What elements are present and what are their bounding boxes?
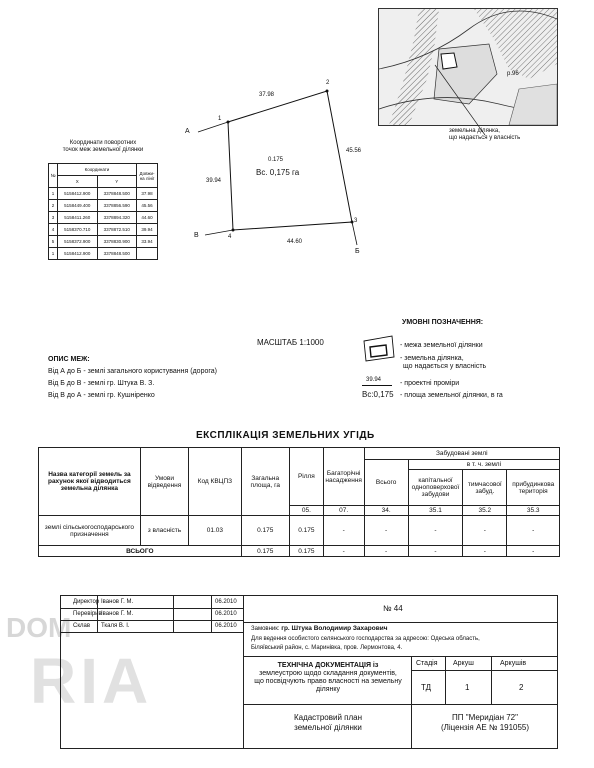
expl-sum-capital: - xyxy=(408,546,463,557)
plan-caption-line2: земельної ділянки xyxy=(294,722,362,732)
organization-name: ПП "Меридіан 72" xyxy=(452,713,518,722)
expl-header-total: Загальна площа, га xyxy=(241,448,289,516)
coords-cell: 44.60 xyxy=(137,212,158,224)
table-row xyxy=(49,188,158,200)
coords-cell: 37.98 xyxy=(137,188,158,200)
coords-cell: 3 xyxy=(49,212,58,224)
boundaries-line-1: Від А до Б - землі загального користування (дорога) xyxy=(48,368,217,375)
table-row xyxy=(49,200,158,212)
coords-cell: 4 xyxy=(49,224,58,236)
coords-cell: 3378848.500 xyxy=(97,188,137,200)
sig-role: Склав xyxy=(73,623,91,629)
expl-header-yard: прибудинкова територія xyxy=(507,470,560,506)
expl-sum-label: ВСЬОГО xyxy=(39,546,242,557)
expl-sum-perennial: - xyxy=(323,546,364,557)
purpose-line-1: Для ведення особистого селянського господарства за адресою: Одеська область, xyxy=(251,636,480,642)
sig-name: Іванов Г. М. xyxy=(101,611,134,617)
table-row xyxy=(49,248,158,260)
coords-header-y: Y xyxy=(97,176,137,188)
expl-cell-perennial: - xyxy=(323,516,364,546)
doc-title-line3: що посвідчують право власності на земельну xyxy=(254,678,402,686)
expl-cell-yard: - xyxy=(507,516,560,546)
document-number: № 44 xyxy=(383,604,403,613)
doc-title-line2: землеустрою щодо складання документів, xyxy=(259,670,397,678)
inset-map-label-line2: що надається у власність xyxy=(449,134,521,141)
coords-cell: 2 xyxy=(49,200,58,212)
coords-table-title xyxy=(58,140,148,154)
expl-cell-capital: - xyxy=(408,516,463,546)
sig-name: Іванов Г. М. xyxy=(101,599,134,605)
inset-map-label-line1: земельна ділянка, xyxy=(449,128,500,134)
client-label: Замовник: xyxy=(251,626,280,632)
expl-code-perennial: 07. xyxy=(323,506,364,516)
sheet-header: Аркуш xyxy=(453,660,474,667)
coords-cell: 5 xyxy=(49,236,58,248)
coords-cell: 5158372.900 xyxy=(58,236,98,248)
coords-header-x: X xyxy=(58,176,98,188)
expl-header-code: Код КВЦПЗ xyxy=(189,448,241,516)
sig-date: 06.2010 xyxy=(215,611,237,617)
parcel-area-label: Вс. 0,175 га xyxy=(256,168,300,177)
coords-cell: 5158412.900 xyxy=(58,188,98,200)
side-length-bottom: 44.60 xyxy=(287,239,303,245)
expl-sum-arable: 0.175 xyxy=(289,546,323,557)
legend-item-measure: - проектні проміри xyxy=(400,380,460,387)
watermark-bottom: RIA xyxy=(30,645,153,717)
expl-header-capital: капітальної одноповерхової забудови xyxy=(408,470,463,506)
sig-name: Ткаля В. І. xyxy=(101,623,130,629)
doc-title-line4: ділянку xyxy=(315,686,341,694)
legend-item-parcel-line2: що надається у власність xyxy=(403,363,487,371)
scale-label: МАСШТАБ 1:1000 xyxy=(257,338,324,347)
expl-header-temp: тимчасової забуд. xyxy=(463,470,507,506)
corner-label-a: А xyxy=(185,128,190,135)
stage-value: ТД xyxy=(421,683,432,692)
coords-cell: 5158449.400 xyxy=(58,200,98,212)
coords-cell: 5158412.900 xyxy=(58,248,98,260)
side-length-right: 45.56 xyxy=(346,148,362,154)
explication-table xyxy=(38,447,560,557)
corner-label-b: Б xyxy=(355,248,360,255)
expl-code-capital: 35.1 xyxy=(408,506,463,516)
side-length-left: 39.94 xyxy=(206,178,222,184)
parcel-area-small: 0.175 xyxy=(268,157,284,163)
side-length-top: 37.98 xyxy=(259,92,275,98)
client-name: гр. Штука Володимир Захарович xyxy=(281,625,388,632)
coords-cell: 39.94 xyxy=(137,224,158,236)
explication-title: ЕКСПЛІКАЦІЯ ЗЕМЕЛЬНИХ УГІДЬ xyxy=(196,430,375,441)
coords-header-coords: Координати xyxy=(58,164,137,176)
coords-cell: 1 xyxy=(49,188,58,200)
table-row xyxy=(39,546,560,557)
expl-cell-conditions: з власність xyxy=(140,516,188,546)
sig-date: 06.2010 xyxy=(215,599,237,605)
expl-sum-total2: - xyxy=(364,546,408,557)
plan-caption xyxy=(249,713,407,732)
expl-header-name: Назва категорії земель за рахунок якої відводиться земельна ділянка xyxy=(39,448,141,516)
expl-cell-total: 0.175 xyxy=(241,516,289,546)
expl-code-arable: 05. xyxy=(289,506,323,516)
expl-header-total2: Всього xyxy=(364,460,408,506)
legend-measure-sample: 39.94 xyxy=(366,377,382,383)
boundaries-line-2: Від Б до В - землі гр. Штука В. З. xyxy=(48,380,155,387)
coords-cell: 1 xyxy=(49,248,58,260)
stage-header: Стадія xyxy=(416,660,438,667)
coords-table xyxy=(48,163,158,260)
purpose-line-2: Біляївський район, с. Маринівка, пров. Лермонтова, 4. xyxy=(251,645,403,651)
table-row xyxy=(49,212,158,224)
coords-cell: 3378894.320 xyxy=(97,212,137,224)
expl-header-conditions: Умови відведення xyxy=(140,448,188,516)
direction-line-a xyxy=(198,122,228,132)
sig-role: Директор xyxy=(73,599,100,605)
expl-header-built: Забудовані землі xyxy=(364,448,559,460)
expl-code-total2: 34. xyxy=(364,506,408,516)
expl-header-incl: в т. ч. землі xyxy=(408,460,559,470)
corner-label-v: В xyxy=(194,232,199,239)
doc-title-line1: ТЕХНІЧНА ДОКУМЕНТАЦІЯ із xyxy=(277,662,379,669)
point-label-1: 1 xyxy=(218,116,222,122)
table-row xyxy=(49,236,158,248)
expl-cell-code: 01.03 xyxy=(189,516,241,546)
legend-item-boundary: - межа земельної ділянки xyxy=(400,342,483,349)
table-row xyxy=(39,516,560,546)
coords-cell: 3378848.500 xyxy=(97,248,137,260)
title-block xyxy=(60,595,558,749)
signature-area xyxy=(61,596,243,650)
expl-code-yard: 35.3 xyxy=(507,506,560,516)
point-label-2: 2 xyxy=(326,80,330,86)
expl-header-perennial: Багаторічні насадження xyxy=(323,448,364,506)
legend-measure-line xyxy=(362,385,392,386)
expl-sum-total: 0.175 xyxy=(241,546,289,557)
legend-title: УМОВНІ ПОЗНАЧЕННЯ: xyxy=(402,319,484,326)
client-line xyxy=(251,625,387,633)
sig-role: Перевірив xyxy=(73,611,102,617)
coords-cell: 3378856.590 xyxy=(97,200,137,212)
expl-sum-yard: - xyxy=(507,546,560,557)
coords-header-num: № xyxy=(49,164,58,188)
coords-cell: 3378872.510 xyxy=(97,224,137,236)
doc-title xyxy=(249,662,407,694)
boundaries-title: ОПИС МЕЖ: xyxy=(48,356,90,363)
coords-cell: 33.94 xyxy=(137,236,158,248)
coords-cell: 45.56 xyxy=(137,200,158,212)
legend-item-parcel xyxy=(400,355,486,371)
sheets-header: Аркушів xyxy=(500,660,527,667)
legend-item-area: - площа земельної ділянки, в га xyxy=(400,392,503,399)
expl-sum-temp: - xyxy=(463,546,507,557)
legend-area-sample: Вс:0,175 xyxy=(362,390,394,399)
legend-item-parcel-line1: - земельна ділянка, xyxy=(400,355,464,362)
organization xyxy=(413,713,557,732)
coords-cell: 5158411.260 xyxy=(58,212,98,224)
boundaries-line-3: Від В до А - землі гр. Кушніренко xyxy=(48,392,155,399)
coords-header-len: Довжи-на лінії xyxy=(137,164,158,188)
parcel-boundary xyxy=(228,91,352,230)
coords-title-line1: Координати поворотних xyxy=(69,140,137,146)
expl-code-temp: 35.2 xyxy=(463,506,507,516)
sheets-value: 2 xyxy=(519,683,524,692)
point-label-3: 3 xyxy=(354,218,358,224)
point-label-4: 4 xyxy=(228,234,232,240)
coords-cell: 5158370.710 xyxy=(58,224,98,236)
inset-map-label xyxy=(449,128,520,142)
plan-caption-line1: Кадастровий план xyxy=(293,713,363,722)
coords-cell xyxy=(137,248,158,260)
sig-date: 06.2010 xyxy=(215,623,237,629)
legend-boundary-symbol xyxy=(362,333,398,365)
inset-map-code: р.96 xyxy=(507,71,519,77)
table-row xyxy=(49,224,158,236)
organization-license: (Ліцензія АЕ № 191055) xyxy=(440,722,530,732)
direction-line-v xyxy=(352,222,357,245)
expl-cell-name: землі сільськогосподарського призначення xyxy=(39,516,141,546)
expl-cell-arable: 0.175 xyxy=(289,516,323,546)
coords-cell: 3378830.900 xyxy=(97,236,137,248)
sheet-value: 1 xyxy=(465,683,470,692)
expl-cell-total2: - xyxy=(364,516,408,546)
expl-header-arable: Рілля xyxy=(289,448,323,506)
expl-cell-temp: - xyxy=(463,516,507,546)
sig-row-prepared xyxy=(61,620,243,633)
watermark-top: DOM xyxy=(6,612,72,643)
coords-title-line2: точок меж земельної ділянки xyxy=(62,146,144,153)
